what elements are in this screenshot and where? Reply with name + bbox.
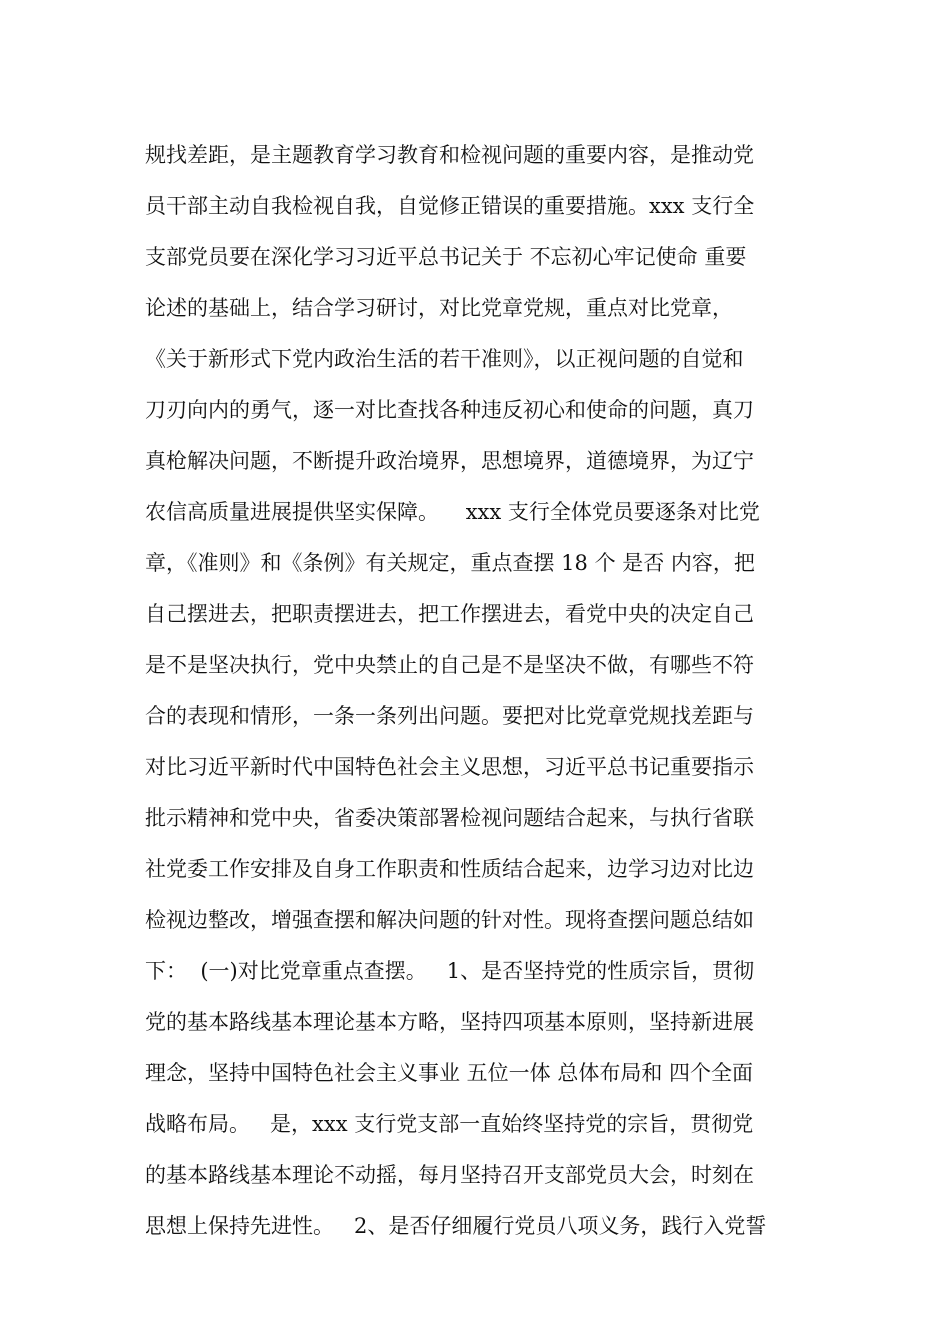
body-text — [145, 130, 810, 1252]
text-line: 员干部主动自我检视自我，自觉修正错误的重要措施。xxx 支行全 — [145, 194, 755, 218]
text-line: 是不是坚决执行，党中央禁止的自己是不是坚决不做，有哪些不符 — [145, 653, 754, 677]
text-line: 理念，坚持中国特色社会主义事业 五位一体 总体布局和 四个全面 — [145, 1061, 754, 1085]
text-line: 《关于新形式下党内政治生活的若干准则》，以正视问题的自觉和 — [145, 347, 744, 371]
text-line: 自己摆进去，把职责摆进去，把工作摆进去，看党中央的决定自己 — [145, 602, 754, 626]
text-line: 对比习近平新时代中国特色社会主义思想，习近平总书记重要指示 — [145, 755, 754, 779]
text-line: 支部党员要在深化学习习近平总书记关于 不忘初心牢记使命 重要 — [145, 245, 747, 269]
text-line: 下： (一)对比党章重点查摆。 1、是否坚持党的性质宗旨，贯彻 — [145, 959, 755, 983]
text-line: 战略布局。 是，xxx 支行党支部一直始终坚持党的宗旨，贯彻党 — [145, 1112, 754, 1136]
text-line: 检视边整改，增强查摆和解决问题的针对性。现将查摆问题总结如 — [145, 908, 754, 932]
text-line: 批示精神和党中央，省委决策部署检视问题结合起来，与执行省联 — [145, 806, 754, 830]
text-line: 党的基本路线基本理论基本方略，坚持四项基本原则，坚持新进展 — [145, 1010, 754, 1034]
text-line: 规找差距，是主题教育学习教育和检视问题的重要内容，是推动党 — [145, 143, 754, 167]
text-line: 刀刃向内的勇气，逐一对比查找各种违反初心和使命的问题，真刀 — [145, 398, 754, 422]
text-line: 论述的基础上，结合学习研讨，对比党章党规，重点对比党章， — [145, 296, 733, 320]
text-line: 农信高质量进展提供坚实保障。 xxx 支行全体党员要逐条对比党 — [145, 500, 760, 524]
text-line: 真枪解决问题，不断提升政治境界，思想境界，道德境界，为辽宁 — [145, 449, 754, 473]
text-line: 的基本路线基本理论不动摇，每月坚持召开支部党员大会，时刻在 — [145, 1163, 754, 1187]
text-line: 社党委工作安排及自身工作职责和性质结合起来，边学习边对比边 — [145, 857, 754, 881]
text-line: 合的表现和情形，一条一条列出问题。要把对比党章党规找差距与 — [145, 704, 754, 728]
text-line: 思想上保持先进性。 2、是否仔细履行党员八项义务，践行入党誓 — [145, 1214, 767, 1238]
text-line: 章，《准则》和《条例》有关规定，重点查摆 18 个 是否 内容，把 — [145, 551, 755, 575]
